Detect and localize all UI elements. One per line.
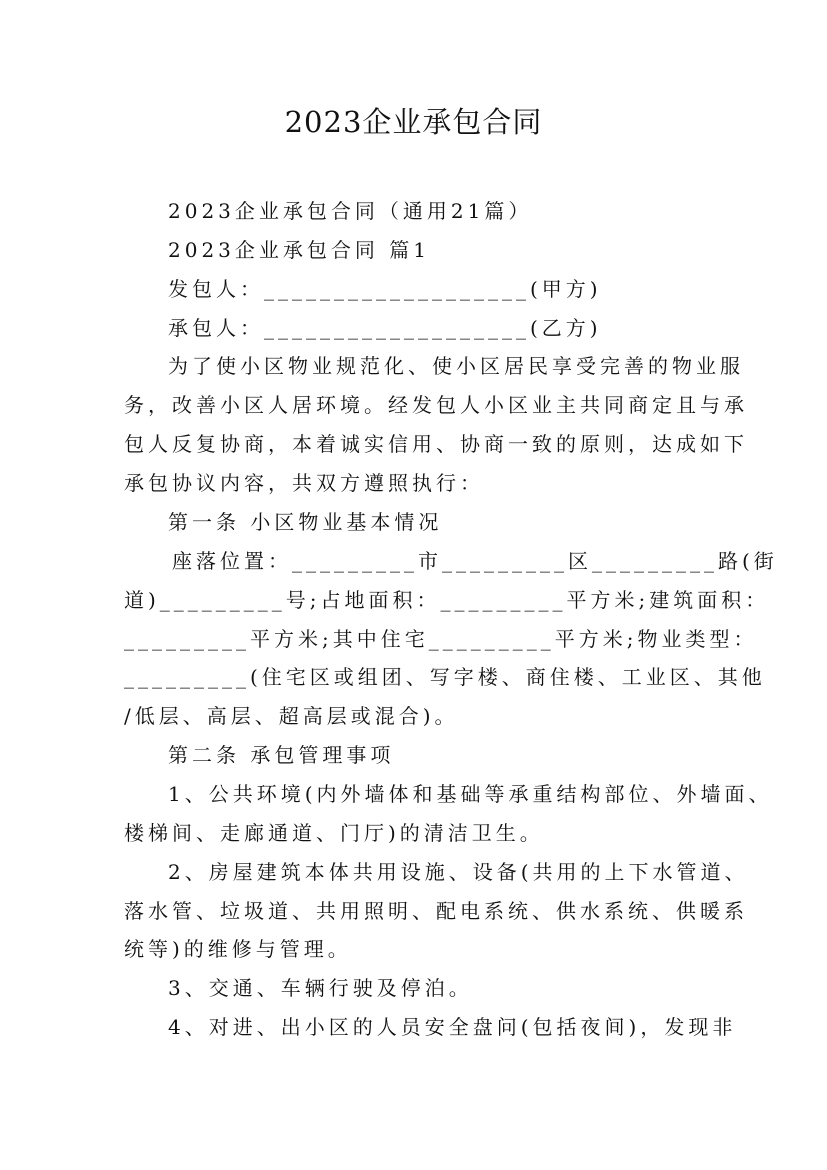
contract-subtitle: 2023企业承包合同（通用21篇）: [168, 199, 533, 223]
paragraph-line: 为了使小区物业规范化、使小区居民享受完善的物业服: [168, 354, 744, 378]
document-title: 2023企业承包合同: [284, 105, 543, 139]
employer-line: 发包人：___________________(甲方): [168, 277, 602, 301]
list-item-line: 1、公共环境(内外墙体和基础等承重结构部位、外墙面、: [168, 782, 773, 806]
list-item-line: 4、对进、出小区的人员安全盘问(包括夜间)，发现非: [168, 1015, 737, 1039]
article-heading: 第二条 承包管理事项: [168, 743, 395, 767]
list-item-line: 落水管、垃圾道、共用照明、配电系统、供水系统、供暖系: [124, 899, 748, 923]
list-item-line: 3、交通、车辆行驶及停泊。: [168, 976, 473, 1000]
paragraph-line: 道)_________号;占地面积：_________平方米;建筑面积：: [124, 588, 770, 612]
paragraph-line: /低层、高层、超高层或混合)。: [124, 704, 459, 728]
contractor-line: 承包人：___________________(乙方): [168, 316, 602, 340]
article-heading: 第一条 小区物业基本情况: [168, 510, 443, 534]
paragraph-line: _________(住宅区或组团、写字楼、商住楼、工业区、其他: [124, 665, 766, 689]
paragraph-line: _________平方米;其中住宅_________平方米;物业类型：: [124, 627, 758, 651]
list-item-line: 统等)的维修与管理。: [124, 937, 352, 961]
paragraph-line: 包人反复协商，本着诚实信用、协商一致的原则，达成如下: [124, 432, 748, 456]
paragraph-line: 务，改善小区人居环境。经发包人小区业主共同商定且与承: [124, 393, 748, 417]
contract-section-heading: 2023企业承包合同 篇1: [168, 238, 430, 262]
list-item-line: 2、房屋建筑本体共用设施、设备(共用的上下水管道、: [168, 860, 749, 884]
paragraph-line: 承包协议内容，共双方遵照执行：: [124, 471, 484, 495]
list-item-line: 楼梯间、走廊通道、门厅)的清洁卫生。: [124, 821, 544, 845]
paragraph-line: 座落位置：_________市_________区_________路(街: [172, 549, 778, 573]
